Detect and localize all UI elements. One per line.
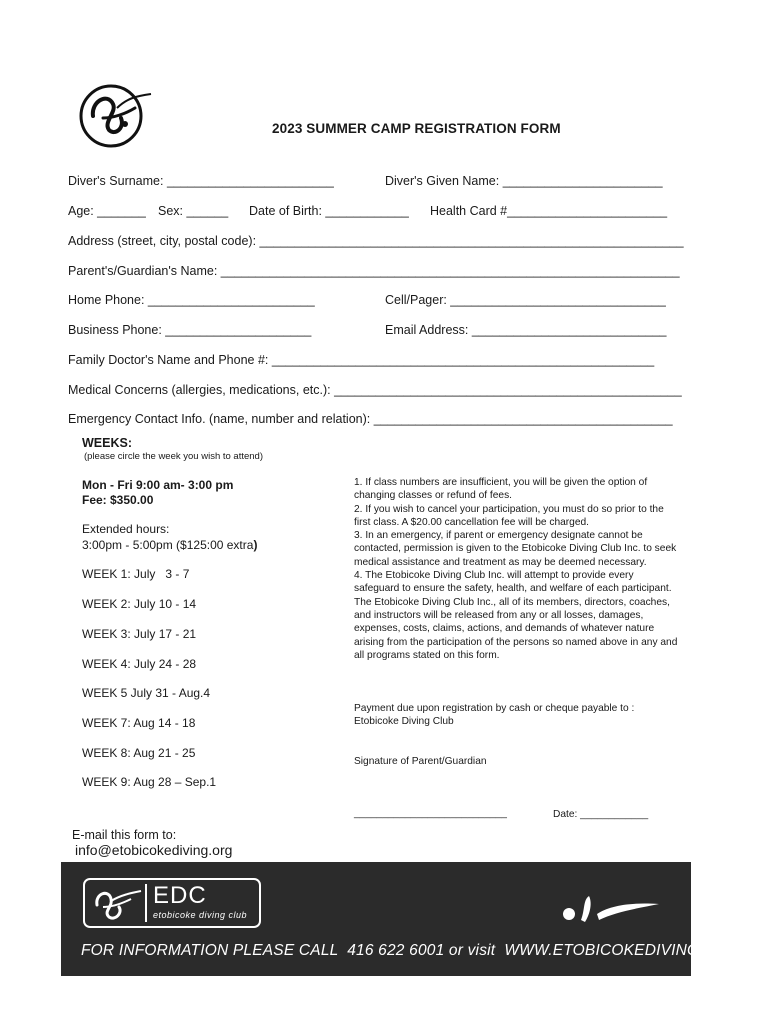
address-field[interactable]: Address (street, city, postal code): _____________________________________________________________ [68, 234, 684, 248]
edc-logo-box [83, 878, 261, 928]
email-instructions: E-mail this form to: [72, 828, 177, 842]
week-option-1[interactable]: WEEK 1: July 3 - 7 [82, 567, 190, 581]
extended-hours-text: 3:00pm - 5:00pm ($125:00 extra [82, 538, 254, 552]
camp-fee: Fee: $350.00 [82, 493, 154, 507]
week-option-7[interactable]: WEEK 7: Aug 14 - 18 [82, 716, 196, 730]
club-name-small: etobicoke diving club [153, 910, 248, 920]
given-name-field[interactable]: Diver's Given Name: _______________________ [385, 174, 663, 188]
health-card-field[interactable]: Health Card #_______________________ [430, 204, 668, 218]
terms-block [354, 476, 679, 662]
camp-hours: Mon - Fri 9:00 am- 3:00 pm [82, 478, 234, 492]
week-option-8[interactable]: WEEK 8: Aug 21 - 25 [82, 746, 196, 760]
banner-contact-text: FOR INFORMATION PLEASE CALL 416 622 6001 or visit WWW.ETOBICOKEDIVING.ORG [81, 942, 740, 959]
term-4: 4. The Etobicoke Diving Club Inc. will attempt to provide every safeguard to ensure the safety, health, and welfare of each participant. The Etobicoke Diving Club Inc., all of its members, directors, coaches, and instructors will be released from any or all losses, damages, expenses, costs, claims, actions, and demands of whatever nature arising from the participation of the persons so named above in any and all programs stated on this form. [354, 570, 678, 661]
week-option-9[interactable]: WEEK 9: Aug 28 – Sep.1 [82, 775, 217, 789]
term-1: 1. If class numbers are insufficient, you will be given the option of changing classes or refund of fees. [354, 477, 648, 502]
extended-hours-paren: ) [253, 538, 258, 552]
medical-concerns-field[interactable]: Medical Concerns (allergies, medications, etc.): __________________________________________________ [68, 383, 682, 397]
weeks-heading: WEEKS: [82, 436, 132, 450]
doctor-field[interactable]: Family Doctor's Name and Phone #: _______________________________________________________ [68, 353, 655, 367]
sex-field[interactable]: Sex: ______ [158, 204, 229, 218]
age-field[interactable]: Age: _______ [68, 204, 146, 218]
extended-hours-detail [82, 538, 257, 552]
week-option-5[interactable]: WEEK 5 July 31 - Aug.4 [82, 686, 211, 700]
surname-field[interactable]: Diver's Surname: ________________________ [68, 174, 334, 188]
term-2: 2. If you wish to cancel your participation, you must do so prior to the first class. A $20.00 cancellation fee will be charged. [354, 503, 664, 528]
payment-note: Payment due upon registration by cash or cheque payable to : Etobicoke Diving Club [354, 703, 635, 728]
email-address-field[interactable]: Email Address: ____________________________ [385, 323, 667, 337]
weeks-note: (please circle the week you wish to attend) [84, 451, 264, 462]
info-banner [61, 862, 740, 976]
dob-field[interactable]: Date of Birth: ____________ [249, 204, 409, 218]
week-option-2[interactable]: WEEK 2: July 10 - 14 [82, 597, 197, 611]
diver-logo-icon [73, 78, 153, 154]
home-phone-field[interactable]: Home Phone: ________________________ [68, 293, 315, 307]
signature-line[interactable]: ___________________________ [354, 808, 507, 819]
term-3: 3. In an emergency, if parent or emergency designate cannot be contacted, permission is given to the Etobicoke Diving Club Inc. to seek medical assistance and treatment as may be deemed necessary. [354, 530, 677, 568]
logo-divider [145, 884, 147, 922]
week-option-4[interactable]: WEEK 4: July 24 - 28 [82, 657, 197, 671]
swimmer-brush-icon [559, 890, 669, 930]
business-phone-field[interactable]: Business Phone: _____________________ [68, 323, 312, 337]
signature-label: Signature of Parent/Guardian [354, 756, 487, 767]
parent-name-field[interactable]: Parent's/Guardian's Name: __________________________________________________________________ [68, 264, 680, 278]
form-title: 2023 SUMMER CAMP REGISTRATION FORM [272, 121, 561, 136]
extended-hours-label: Extended hours: [82, 522, 170, 536]
week-option-3[interactable]: WEEK 3: July 17 - 21 [82, 627, 197, 641]
diver-small-icon [87, 881, 143, 925]
edc-letters: EDC [153, 882, 207, 909]
club-logo [64, 60, 144, 136]
cell-pager-field[interactable]: Cell/Pager: _______________________________ [385, 293, 666, 307]
date-field[interactable]: Date: ____________ [553, 809, 649, 820]
email-link[interactable]: info@etobicokediving.org [75, 842, 233, 858]
emergency-contact-field[interactable]: Emergency Contact Info. (name, number and relation): ___________________________________________ [68, 412, 673, 426]
